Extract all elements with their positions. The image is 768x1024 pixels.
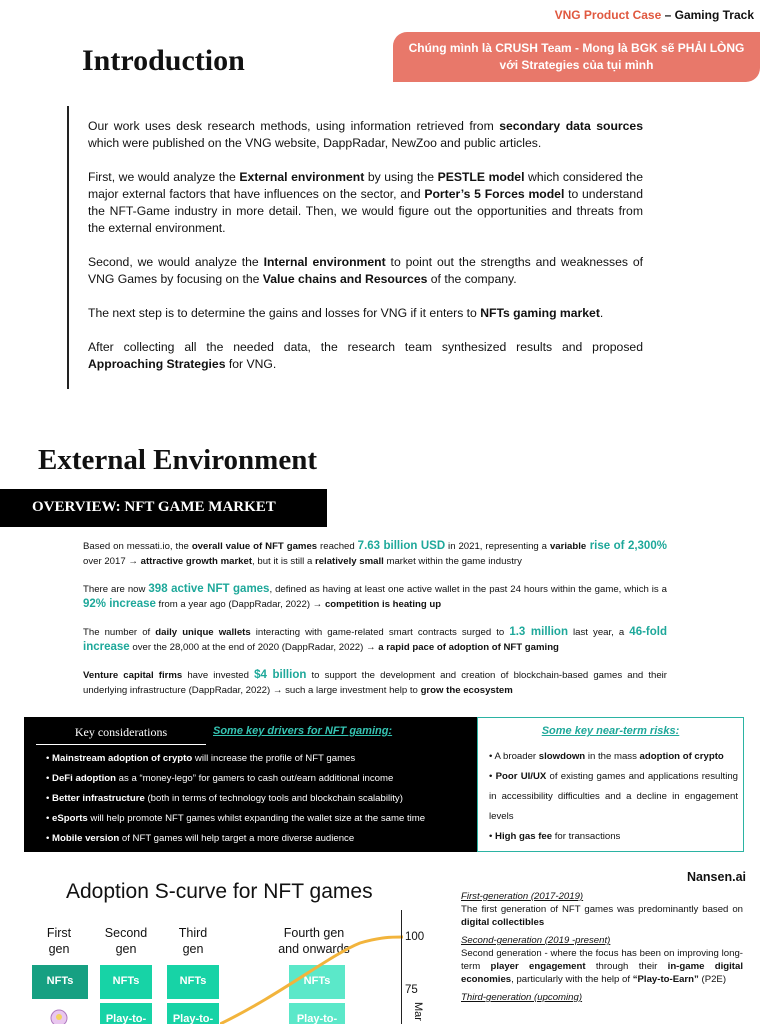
gen-heading-third: Third gen (178, 926, 208, 956)
gen3-heading: Third-generation (upcoming) (461, 992, 583, 1003)
fact-market-value: Based on messati.io, the overall value of NFT games reached 7.63 billion USD in 2021, representing a variable rise of 2,300% over 2017 → attractive growth market, but it is still a relatively small market within the game industry (83, 540, 667, 567)
source-label: Nansen.ai (686, 870, 746, 884)
team-banner-line1: Chúng mình là CRUSH Team - Mong là BGK sẽ PHẢI LÒNG (408, 41, 745, 55)
p2e-box-fourth: Play-to- (289, 1003, 345, 1024)
p2e-box-third: Play-to- (167, 1003, 219, 1024)
case-header (555, 8, 754, 22)
risks-panel (477, 717, 744, 852)
intro-divider (67, 106, 69, 389)
y-axis (401, 910, 402, 1024)
risks-list (489, 747, 738, 847)
y-tick-100: 100 (405, 931, 425, 943)
gen1-text: The first generation of NFT games was predominantly based on digital collectibles (461, 904, 743, 928)
gen-heading-first: First gen (46, 926, 72, 956)
team-banner (393, 32, 760, 82)
external-title: External Environment (38, 444, 317, 476)
intro-p1: Our work uses desk research methods, using information retrieved from secondary data sources which were published on the VNG website, DappRadar, NewZoo and public articles. (88, 119, 643, 150)
nfts-box-fourth: NFTs (289, 965, 345, 999)
list-item: • Better infrastructure (both in terms of technology tools and blockchain scalability) (46, 793, 403, 804)
risks-title: Some key near-term risks: (541, 725, 680, 737)
list-item: • eSports will help promote NFT games whilst expanding the wallet size at the same time (46, 813, 426, 824)
y-tick-75: 75 (405, 984, 418, 996)
gen2-text: Second generation - where the focus has been on improving long-term player engagement through their in-game digital economies, particularly with the help of “Play-to-Earn” (P2E) (461, 948, 743, 985)
intro-body (88, 118, 643, 390)
list-item: • High gas fee for transactions (489, 831, 621, 842)
list-item: • Poor UI/UX of existing games and applications resulting in accessibility difficulties and a decline in engagement levels (489, 771, 738, 822)
y-axis-label: Mar (412, 1002, 424, 1021)
intro-p4: The next step is to determine the gains and losses for VNG if it enters to NFTs gaming market. (88, 306, 604, 320)
gen1-heading: First-generation (2017-2019) (461, 891, 584, 902)
p2e-box-second: Play-to- (100, 1003, 152, 1024)
game-character-icon (44, 1006, 74, 1024)
drivers-title: Some key drivers for NFT gaming: (213, 725, 393, 737)
fact-active-games: There are now 398 active NFT games, defined as having at least one active wallet in the past 24 hours within the game, which is a 92% increase from a year ago (DappRadar, 2022) → competition is heating up (83, 583, 668, 610)
drivers-list (46, 749, 476, 849)
intro-p5: After collecting all the needed data, the research team synthesized results and proposed Approaching Strategies for VNG. (88, 340, 643, 371)
case-label: VNG Product Case (554, 8, 662, 22)
list-item: • DeFi adoption as a “money-lego” for gamers to cash out/earn additional income (46, 773, 394, 784)
intro-p3: Second, we would analyze the Internal environment to point out the strengths and weaknesses of VNG Games by focusing on the Value chains and Resources of the company. (88, 255, 644, 286)
nfts-box-first: NFTs (32, 965, 88, 999)
list-item: • Mainstream adoption of crypto will increase the profile of NFT games (46, 753, 356, 764)
nfts-box-third: NFTs (167, 965, 219, 999)
list-item: • A broader slowdown in the mass adoption of crypto (489, 751, 724, 762)
fact-unique-wallets: The number of daily unique wallets interacting with game-related smart contracts surged to 1.3 million last year, a 46-fold increase over the 28,000 at the end of 2020 (DappRadar, 2022) → a rapid pace of adoption of NFT gaming (83, 626, 667, 653)
list-item: • Mobile version of NFT games will help target a more diverse audience (46, 833, 355, 844)
track-label: Gaming Track (674, 8, 754, 22)
key-considerations-label: Key considerations (36, 721, 206, 745)
fact-venture-capital: Venture capital firms have invested $4 billion to support the development and creation of blockchain-based games and their underlying infrastructure (DappRadar, 2022) → such a large investment help to grow the ecosystem (83, 669, 667, 696)
market-facts (83, 539, 667, 711)
gen-heading-second: Second gen (104, 926, 148, 956)
scurve-title: Adoption S-curve for NFT games (66, 880, 373, 903)
generation-notes (461, 890, 743, 1004)
nfts-box-second: NFTs (100, 965, 152, 999)
adoption-curve (220, 925, 404, 1024)
gen2-heading: Second-generation (2019 -present) (461, 935, 611, 946)
intro-p2: First, we would analyze the External environment by using the PESTLE model which considered the major external factors that have influences on the sector, and Porter’s 5 Forces model to understand the NFT-Game industry in more detail. Then, we would figure out the opportunities and threats from the external environment. (88, 170, 643, 235)
key-drivers-panel (24, 717, 477, 852)
overview-band: OVERVIEW: NFT GAME MARKET (0, 489, 327, 527)
team-banner-line2: với Strategies của tụi mình (499, 58, 654, 72)
intro-title: Introduction (82, 44, 245, 77)
header-dash: – (661, 8, 675, 22)
gen-heading-fourth: Fourth gen and onwards (278, 926, 350, 956)
